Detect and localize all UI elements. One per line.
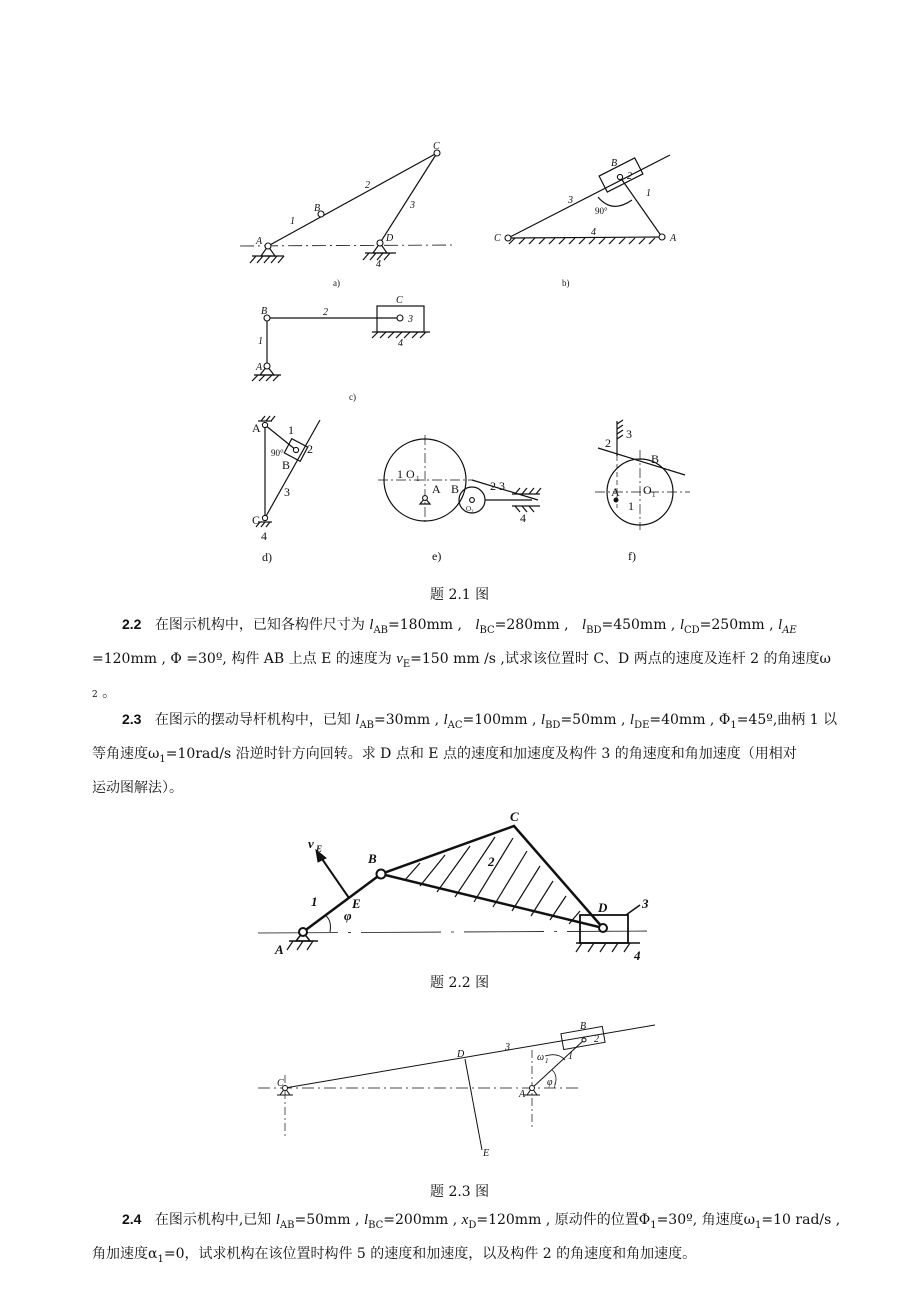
- label-2: 2: [605, 436, 611, 450]
- figure-2-2-title: 题 2.2 图: [430, 975, 490, 991]
- label-E: E: [483, 1148, 490, 1159]
- label-A: A: [611, 485, 620, 499]
- label-2: 2: [627, 171, 632, 182]
- label-1: 1: [568, 1051, 573, 1062]
- svg-text:2: 2: [471, 510, 474, 515]
- label-3: 3: [505, 1042, 510, 1053]
- label-A: A: [275, 942, 284, 957]
- label-3: 3: [568, 195, 573, 206]
- figure-2-3-title: 题 2.3 图: [430, 1184, 490, 1200]
- label-2: 2: [488, 854, 495, 869]
- label-A: A: [432, 482, 441, 496]
- label-2: 2: [490, 479, 496, 493]
- label-C: C: [252, 513, 261, 527]
- caption-b: b): [562, 278, 570, 288]
- label-B: B: [282, 458, 291, 472]
- label-A: A: [670, 233, 677, 244]
- label-B: B: [611, 158, 618, 169]
- label-B: B: [314, 203, 321, 214]
- label-1: 1: [646, 188, 651, 199]
- problem-2-4: 2.4 在图示机构中,已知 $l_{AB}=50mm$ , $l_{BC}=200mm$ , $x_D=120mm$ , 原动件的位置$\Phi_1=30º$, 角速度$\omega_1=10$ rad/s , 角加速度$\alpha_1=0$，试求机构在该位置时构件 5 的速度和加速度，以及构件 2 的角速度和角加速度。: [92, 1211, 841, 1265]
- label-A: A: [252, 421, 261, 435]
- label-B: B: [580, 1021, 587, 1032]
- label-4: 4: [398, 338, 403, 349]
- label-2: 2: [594, 1034, 599, 1045]
- svg-text:1: 1: [652, 491, 656, 499]
- label-C: C: [277, 1078, 284, 1089]
- label-B: B: [451, 482, 460, 496]
- label-A: A: [256, 236, 263, 247]
- label-O2: O: [466, 505, 472, 513]
- label-1: 1: [311, 894, 318, 909]
- label-B: B: [368, 851, 377, 866]
- caption-a: a): [333, 278, 340, 288]
- label-1: 1: [290, 216, 295, 227]
- caption-c: c): [349, 392, 356, 402]
- label-omega: ω: [537, 1052, 545, 1063]
- caption-e: e): [432, 549, 442, 563]
- label-O1: O: [406, 467, 415, 481]
- label-2: 2: [365, 180, 370, 191]
- label-C: C: [433, 141, 440, 152]
- label-2: 2: [307, 442, 313, 456]
- angle-90: 90°: [595, 206, 608, 216]
- label-4: 4: [634, 948, 641, 963]
- svg-text:1: 1: [545, 1057, 549, 1065]
- label-3: 3: [284, 485, 290, 499]
- label-C: C: [510, 809, 519, 824]
- label-1: 1: [628, 499, 634, 513]
- label-phi: φ: [547, 1077, 553, 1088]
- label-B: B: [651, 452, 660, 466]
- problem-2-2: 2.2 在图示机构中，已知各构件尺寸为 $l_{AB}=180mm$ , $l_{BC}=280mm$ , $l_{BD}=450mm$ , $l_{CD}=250mm$ , $l_{AE}$ =120mm , Φ =30º, 构件 AB 上点 E 的速度为 $v_E=150$ mm /s ,试求该位置时 C、D 两点的速度及连杆 2 的角速度ω 2 。: [92, 616, 831, 701]
- label-1: 1: [397, 467, 403, 481]
- label-4: 4: [591, 227, 596, 238]
- label-C: C: [396, 295, 403, 306]
- figure-2-1-title: 题 2.1 图: [430, 587, 490, 603]
- label-1: 1: [288, 423, 294, 437]
- label-4: 4: [520, 511, 526, 525]
- svg-text:E: E: [316, 844, 323, 854]
- label-A: A: [519, 1089, 526, 1100]
- label-3: 3: [499, 479, 505, 493]
- label-O1: O: [643, 483, 652, 497]
- label-C: C: [494, 233, 501, 244]
- label-B: B: [261, 306, 268, 317]
- svg-text:1: 1: [553, 1082, 557, 1090]
- angle-90: 90°: [271, 448, 284, 458]
- label-3: 3: [410, 200, 415, 211]
- label-4: 4: [261, 529, 267, 543]
- label-3: 3: [642, 896, 649, 911]
- label-A: A: [256, 362, 263, 373]
- label-E: E: [352, 896, 361, 911]
- problem-2-3: 2.3 在图示的摆动导杆机构中，已知 $l_{AB}=30mm$ , $l_{AC}=100mm$ , $l_{BD}=50mm$ , $l_{DE}=40mm$ , $\Phi_1=45º$,曲柄 1 以 等角速度$\omega_1=10rad/s$ 沿逆时针方向回转。求 D 点和 E 点的速度和加速度及构件 3 的角速度和角加速度（用相对 运动图解法）。: [92, 711, 838, 796]
- label-3: 3: [626, 427, 632, 441]
- caption-d: d): [262, 550, 272, 564]
- label-D: D: [386, 233, 394, 244]
- label-vE: v: [308, 836, 314, 851]
- svg-text:1: 1: [416, 475, 420, 483]
- caption-f: f): [628, 549, 636, 563]
- label-1: 1: [258, 336, 263, 347]
- label-phi: φ: [344, 908, 352, 923]
- label-3: 3: [408, 314, 413, 325]
- label-4: 4: [376, 259, 381, 270]
- label-D: D: [598, 900, 608, 915]
- label-2: 2: [323, 307, 328, 318]
- label-D: D: [457, 1049, 465, 1060]
